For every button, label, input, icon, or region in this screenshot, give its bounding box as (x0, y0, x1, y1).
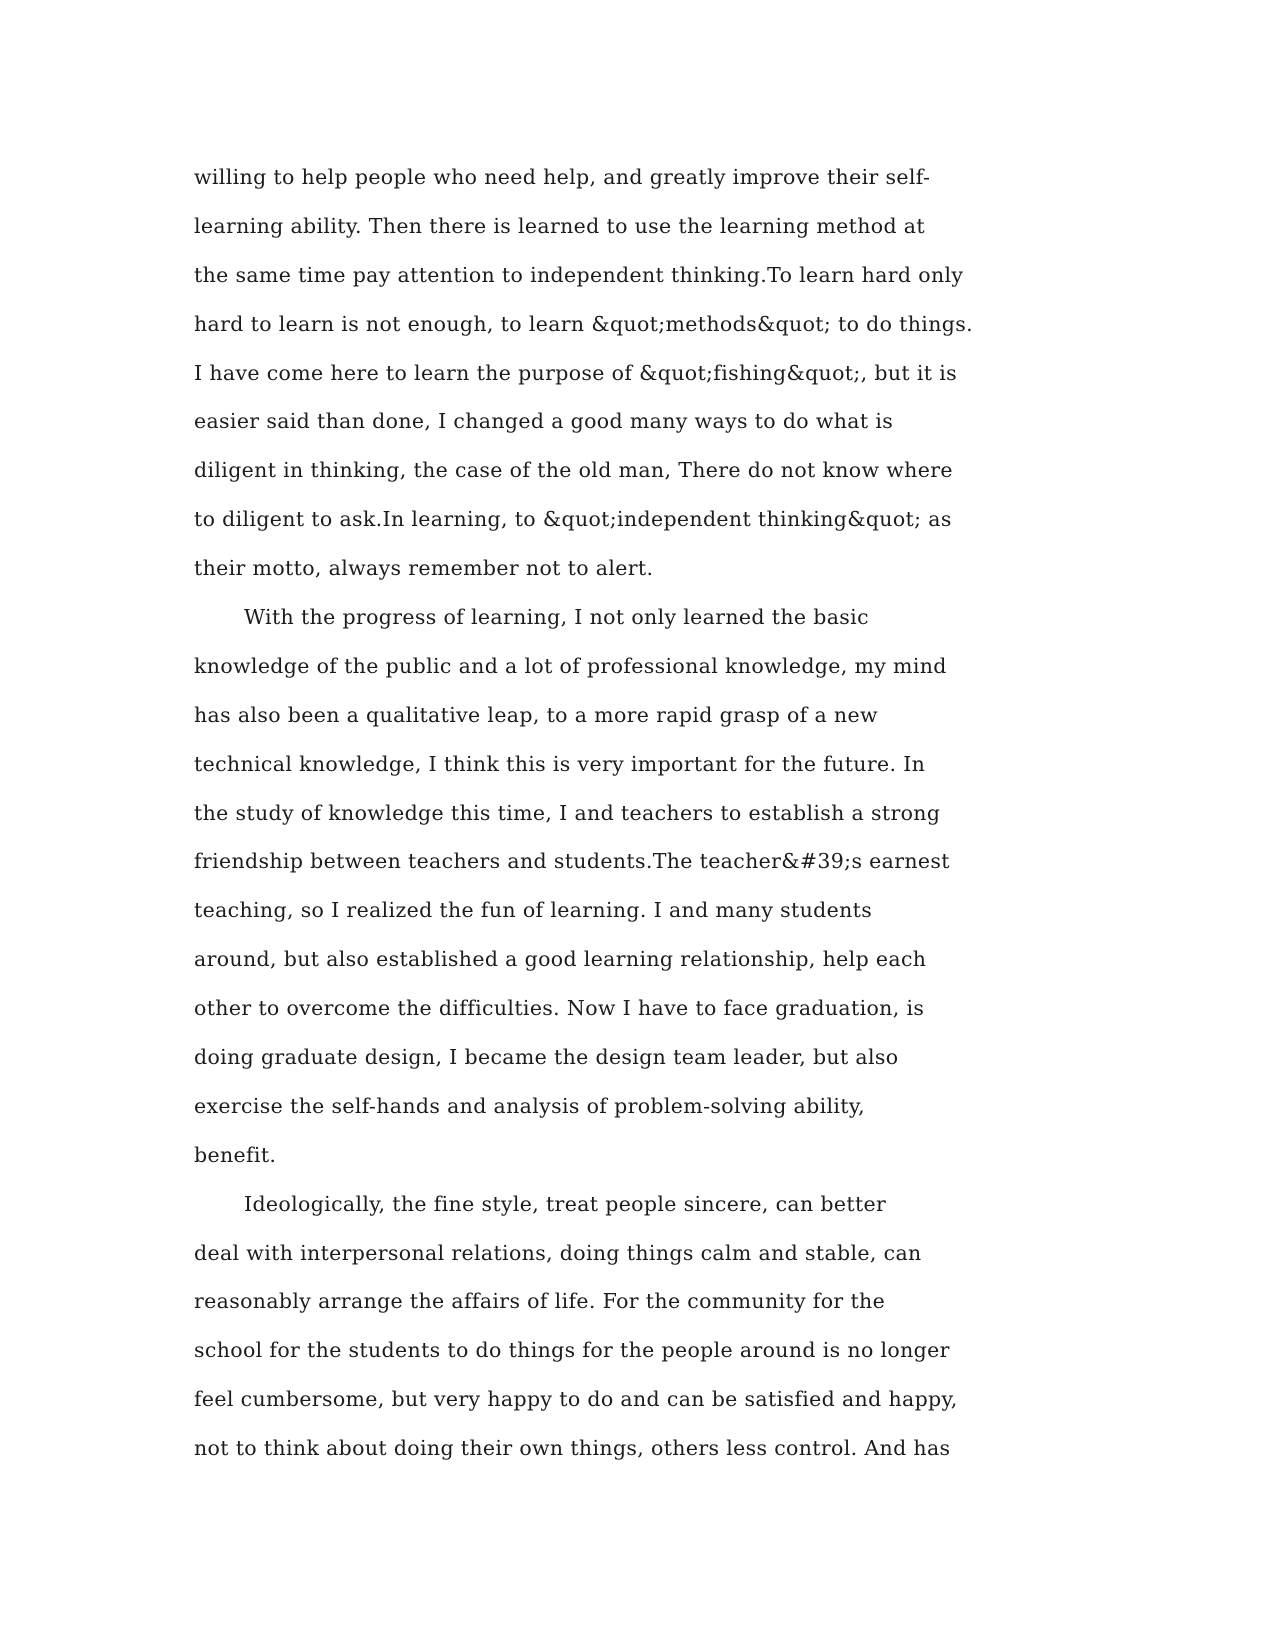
text-line: to diligent to ask.In learning, to &quot;independent thinking&quot; as (194, 507, 952, 532)
text-line: willing to help people who need help, and greatly improve their self- (194, 165, 931, 189)
text-line: I have come here to learn the purpose of &quot;fishing&quot;, but it is (194, 360, 957, 385)
text-line: feel cumbersome, but very happy to do and can be satisfied and happy, (194, 1387, 958, 1412)
paragraph-first-line: With the progress of learning, I not only learned the basic (244, 605, 869, 630)
text-line: easier said than done, I changed a good many ways to do what is (194, 409, 894, 434)
text-line: the study of knowledge this time, I and teachers to establish a strong (194, 800, 941, 825)
text-line: has also been a qualitative leap, to a more rapid grasp of a new (194, 702, 878, 727)
text-line: around, but also established a good learning relationship, help each (194, 947, 927, 972)
text-line: the same time pay attention to independent thinking.To learn hard only (194, 262, 964, 287)
text-line: learning ability. Then there is learned to use the learning method at (194, 213, 925, 238)
text-line: hard to learn is not enough, to learn &quot;methods&quot; to do things. (194, 311, 973, 336)
text-line: technical knowledge, I think this is very important for the future. In (194, 751, 926, 776)
text-line: school for the students to do things for the people around is no longer (194, 1338, 950, 1363)
text-line: diligent in thinking, the case of the old man, There do not know where (194, 458, 953, 483)
text-line: knowledge of the public and a lot of professional knowledge, my mind (194, 653, 947, 678)
text-line: teaching, so I realized the fun of learning. I and many students (194, 898, 873, 923)
text-line: benefit. (194, 1142, 277, 1167)
text-line: doing graduate design, I became the design team leader, but also (194, 1045, 899, 1070)
body-text (194, 153, 1094, 1473)
text-line: their motto, always remember not to alert. (194, 556, 654, 581)
text-line: friendship between teachers and students.The teacher&#39;s earnest (194, 849, 950, 874)
text-line: deal with interpersonal relations, doing things calm and stable, can (194, 1240, 922, 1265)
paragraph-first-line: Ideologically, the fine style, treat people sincere, can better (244, 1191, 887, 1216)
text-line: reasonably arrange the affairs of life. For the community for the (194, 1289, 886, 1314)
text-line: not to think about doing their own things, others less control. And has (194, 1436, 951, 1461)
text-line: exercise the self-hands and analysis of problem-solving ability, (194, 1093, 865, 1118)
text-line: other to overcome the difficulties. Now I have to face graduation, is (194, 996, 925, 1021)
